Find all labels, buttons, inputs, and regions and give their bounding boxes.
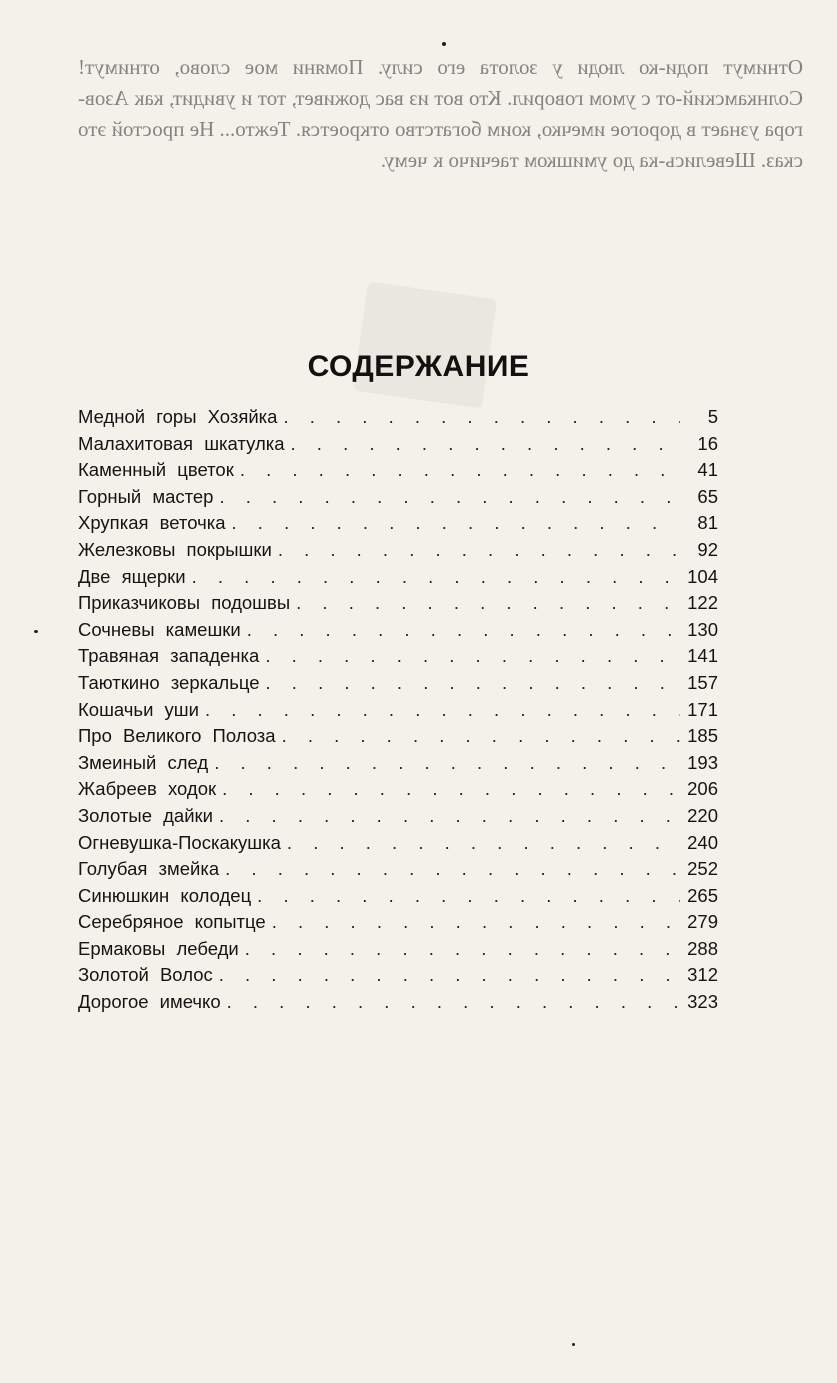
toc-entry-title: Огневушка-Поскакушка [78, 831, 281, 853]
toc-leader-dots [219, 803, 680, 830]
toc-entry-page-number: 288 [687, 937, 718, 959]
toc-entry [78, 723, 718, 750]
toc-leader-dots [278, 537, 680, 564]
toc-entry-title: Сочневы камешки [78, 618, 241, 640]
toc-entry-title: Золотой Волос [78, 964, 213, 986]
toc-entry [78, 697, 718, 724]
toc-leader-dots [192, 564, 680, 591]
toc-entry-page-number: 312 [687, 964, 718, 986]
toc-entry-title: Каменный цветок [78, 459, 234, 481]
toc-leader-dots [232, 510, 680, 537]
toc-entry-title: Травяная западенка [78, 645, 260, 667]
toc-entry-page-number: 323 [687, 991, 718, 1013]
toc-entry-page-number: 16 [697, 432, 718, 454]
toc-leader-dots [265, 643, 680, 670]
table-of-contents [78, 404, 718, 1016]
toc-entry-page-number: 252 [687, 858, 718, 880]
toc-leader-dots [219, 484, 680, 511]
toc-entry-title: Таюткино зеркальце [78, 671, 260, 693]
toc-leader-dots [272, 909, 680, 936]
toc-entry-title: Ермаковы лебеди [78, 937, 239, 959]
toc-entry [78, 989, 718, 1016]
toc-entry-title: Приказчиковы подошвы [78, 592, 291, 614]
toc-leader-dots [282, 723, 680, 750]
toc-entry [78, 643, 718, 670]
toc-leader-dots [222, 776, 680, 803]
show-through-previous-page-text: Отнимут поди-ко люди у золота его силу. Помяни мое слово, отнимут! Солнкамский-от с умом говорил. Кто вот из вас доживет, тот и увидит, как Азов-гора узнает в дорогое имечко, коим богатство откроется. Тежто... Не простой это сказ. Шевелись-ка до умишком таечичо к чему. [78, 55, 803, 172]
toc-entry-page-number: 92 [697, 538, 718, 560]
dust-speck [572, 1343, 575, 1346]
toc-entry [78, 883, 718, 910]
toc-leader-dots [240, 457, 680, 484]
toc-entry [78, 590, 718, 617]
toc-entry [78, 564, 718, 591]
toc-leader-dots [225, 856, 680, 883]
toc-entry-title: Кошачьи уши [78, 698, 199, 720]
toc-entry-title: Медной горы Хозяйка [78, 406, 278, 427]
toc-entry-title: Синюшкин колодец [78, 884, 252, 906]
toc-entry-page-number: 206 [687, 778, 718, 800]
toc-entry [78, 431, 718, 458]
toc-entry-title: Змеиный след [78, 751, 209, 773]
toc-entry [78, 510, 718, 537]
toc-entry-title: Серебряное копытце [78, 911, 266, 933]
toc-entry [78, 484, 718, 511]
toc-entry-page-number: 279 [687, 911, 718, 933]
toc-entry-page-number: 171 [687, 698, 718, 720]
toc-leader-dots [296, 590, 680, 617]
toc-entry-title: Голубая змейка [78, 858, 220, 880]
toc-leader-dots [266, 670, 680, 697]
toc-entry [78, 404, 718, 431]
toc-entry [78, 617, 718, 644]
toc-entry-page-number: 130 [687, 618, 718, 640]
toc-entry-title: Малахитовая шкатулка [78, 432, 285, 454]
toc-leader-dots [205, 697, 680, 724]
toc-entry-title: Жабреев ходок [78, 778, 217, 800]
toc-entry-page-number: 104 [687, 565, 718, 587]
toc-entry [78, 936, 718, 963]
toc-entry [78, 537, 718, 564]
toc-leader-dots [247, 617, 680, 644]
dust-speck [442, 42, 446, 46]
toc-entry-title: Дорогое имечко [78, 991, 221, 1013]
toc-entry-page-number: 5 [707, 406, 718, 427]
toc-leader-dots [245, 936, 680, 963]
toc-entry-title: Про Великого Полоза [78, 725, 276, 747]
toc-entry [78, 856, 718, 883]
toc-entry [78, 457, 718, 484]
toc-entry [78, 962, 718, 989]
toc-entry-page-number: 122 [687, 592, 718, 614]
toc-entry-page-number: 185 [687, 725, 718, 747]
toc-entry [78, 776, 718, 803]
toc-entry-title: Две ящерки [78, 565, 186, 587]
toc-entry-page-number: 265 [687, 884, 718, 906]
toc-entry [78, 909, 718, 936]
print-smudge [353, 281, 497, 408]
toc-entry [78, 830, 718, 857]
toc-leader-dots [219, 962, 680, 989]
toc-entry [78, 750, 718, 777]
toc-entry-title: Железковы покрышки [78, 538, 272, 560]
toc-entry-page-number: 41 [697, 459, 718, 481]
toc-leader-dots [257, 883, 680, 910]
toc-leader-dots [214, 750, 680, 777]
toc-entry-page-number: 65 [697, 485, 718, 507]
toc-entry-title: Хрупкая веточка [78, 512, 226, 534]
toc-entry-page-number: 81 [697, 512, 718, 534]
toc-leader-dots [291, 431, 680, 458]
toc-entry [78, 803, 718, 830]
toc-leader-dots [227, 989, 680, 1016]
toc-entry-page-number: 157 [687, 671, 718, 693]
toc-leader-dots [287, 830, 680, 857]
toc-entry-title: Золотые дайки [78, 804, 213, 826]
toc-leader-dots [283, 404, 680, 431]
toc-entry-page-number: 141 [687, 645, 718, 667]
toc-entry-page-number: 220 [687, 804, 718, 826]
dust-speck [34, 630, 38, 633]
toc-entry-page-number: 240 [687, 831, 718, 853]
toc-entry [78, 670, 718, 697]
toc-entry-title: Горный мастер [78, 485, 214, 507]
page-title: СОДЕРЖАНИЕ [307, 350, 530, 384]
toc-entry-page-number: 193 [687, 751, 718, 773]
